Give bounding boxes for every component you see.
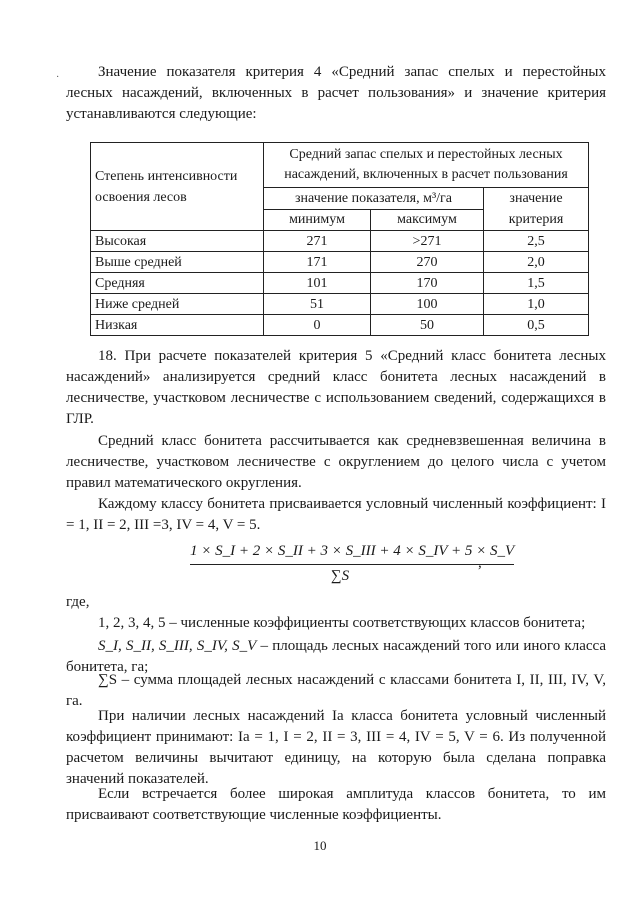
paragraph-18: 18. При расчете показателей критерия 5 «Средний класс бонитета лесных насаждений» анализируется средний класс бонитета лесных насаждений в лесничестве, участковом лесничестве с использованием сведений, содержащихся в ГЛР.	[66, 348, 606, 427]
formula-numerator: 1 × S_I + 2 × S_II + 3 × S_III + 4 × S_IV + 5 × S_V	[190, 543, 514, 565]
row-value: 1,5	[484, 273, 589, 294]
table-min-header: минимум	[264, 209, 371, 231]
table-criterion-header: значение критерия	[484, 188, 589, 231]
row-value: 2,0	[484, 252, 589, 273]
row-label: Средняя	[91, 273, 264, 294]
row-min: 51	[264, 294, 371, 315]
table-row	[91, 273, 589, 294]
paragraph-average-class: Средний класс бонитета рассчитывается как средневзвешенная величина в лесничестве, участковом лесничестве с округлением до целого числа с учетом правил математического округления.	[66, 433, 606, 491]
row-min: 171	[264, 252, 371, 273]
table-col-header-intensity: Степень интенсивности освоения лесов	[91, 143, 264, 231]
table-max-header: максимум	[371, 209, 484, 231]
paragraph-wide-amplitude: Если встречается более широкая амплитуда классов бонитета, то им присваивают соответствующие численные коэффициенты.	[66, 786, 606, 823]
formula-denominator: ∑S	[330, 568, 350, 584]
row-value: 0,5	[484, 315, 589, 336]
table-row	[91, 294, 589, 315]
table-row	[91, 252, 589, 273]
table-group-header: Средний запас спелых и перестойных лесных насаждений, включенных в расчет пользования	[264, 143, 589, 188]
paragraph-class-ia: При наличии лесных насаждений Ia класса бонитета условный численный коэффициент принимают: Ia = 1, I = 2, II = 3, III = 4, IV = 5, V = 6. Из полученной расчетом величины вычитают единицу, на которую была сделана поправка значений показателей.	[66, 708, 606, 787]
area-symbols: S_I, S_II, S_III, S_IV, S_V	[98, 638, 257, 654]
definition-coefficients: 1, 2, 3, 4, 5 – численные коэффициенты соответствующих классов бонитета;	[98, 615, 586, 631]
row-max: 100	[371, 294, 484, 315]
row-min: 0	[264, 315, 371, 336]
scan-mark: ·	[56, 72, 60, 83]
where-label: где,	[66, 594, 90, 610]
row-label: Высокая	[91, 231, 264, 252]
row-label: Ниже средней	[91, 294, 264, 315]
row-max: >271	[371, 231, 484, 252]
row-label: Выше средней	[91, 252, 264, 273]
row-min: 101	[264, 273, 371, 294]
formula-comma: ,	[478, 555, 482, 571]
weighted-average-formula	[190, 543, 515, 585]
criterion-4-table	[90, 142, 589, 336]
page-number: 10	[313, 838, 327, 853]
area-symbols-text: – площадь лесных насаждений того или иного класса бонитета, га;	[66, 638, 607, 675]
row-value: 2,5	[484, 231, 589, 252]
table-indicator-header: значение показателя, м³/га	[264, 188, 484, 210]
row-max: 270	[371, 252, 484, 273]
table-row	[91, 231, 589, 252]
row-max: 170	[371, 273, 484, 294]
paragraph-coefficients: Каждому классу бонитета присваивается условный численный коэффициент: I = 1, II = 2, III =3, IV = 4, V = 5.	[66, 496, 606, 533]
definition-sum: ∑S – сумма площадей лесных насаждений с классами бонитета I, II, III, IV, V, га.	[66, 672, 606, 709]
table-row	[91, 315, 589, 336]
row-value: 1,0	[484, 294, 589, 315]
intro-paragraph: Значение показателя критерия 4 «Средний запас спелых и перестойных лесных насаждений, включенных в расчет пользования» и значение критерия устанавливаются следующие:	[66, 64, 606, 122]
row-label: Низкая	[91, 315, 264, 336]
row-max: 50	[371, 315, 484, 336]
row-min: 271	[264, 231, 371, 252]
